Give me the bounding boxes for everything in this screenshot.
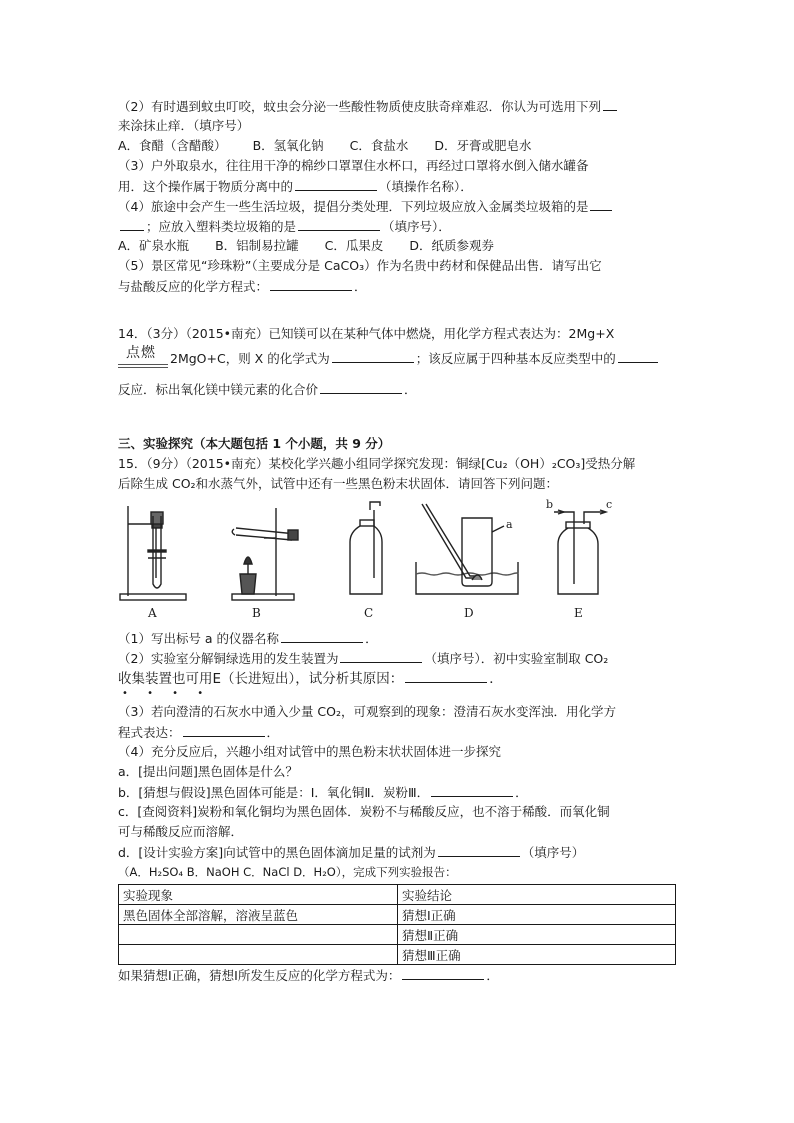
- apparatus-label-c: C: [364, 606, 374, 620]
- label-c: c: [606, 498, 613, 511]
- q13-p5-line2: 与盐酸反应的化学方程式： ．: [118, 276, 678, 296]
- apparatus-figure: [118, 498, 678, 626]
- answer-blank[interactable]: [340, 648, 422, 663]
- apparatus-label-e: E: [574, 606, 583, 620]
- answer-blank[interactable]: [183, 722, 265, 737]
- q13-p2-options: [118, 136, 678, 156]
- q15-p4-a: a．[提出问题]黑色固体是什么？: [118, 764, 298, 779]
- reaction-condition: 点燃: [126, 345, 156, 361]
- answer-blank[interactable]: [320, 379, 402, 394]
- emphasis-dots: • • • •: [122, 688, 212, 699]
- q15-p2-line2: 收集装置也可用E（长进短出），试分析其原因： ．: [118, 668, 678, 690]
- q13-p2-line2: 来涂抹止痒．（填序号）: [118, 118, 250, 133]
- table-cell-blank[interactable]: [119, 925, 398, 945]
- q15-p4-d-options: （A．H₂SO₄ B．NaOH C．NaCl D．H₂O），完成下列实验报告：: [118, 865, 457, 879]
- table-row: [119, 945, 676, 965]
- answer-blank[interactable]: [281, 628, 363, 643]
- q15-final: 如果猜想Ⅰ正确，猜想Ⅰ所发生反应的化学方程式为： ．: [118, 965, 678, 985]
- q15-p4-b: b．[猜想与假设]黑色固体可能是：Ⅰ．氧化铜Ⅱ．炭粉Ⅲ． ．: [118, 782, 678, 802]
- q15-p4-c2: 可与稀酸反应而溶解．: [118, 824, 244, 839]
- answer-blank[interactable]: [590, 196, 612, 211]
- apparatus-b-drawing: [226, 498, 302, 608]
- table-cell: 猜想Ⅱ正确: [398, 925, 676, 945]
- apparatus-e-drawing: [544, 498, 616, 608]
- q15-p4-title: （4）充分反应后，兴趣小组对试管中的黑色粉末状状固体进一步探究: [118, 744, 501, 759]
- answer-blank[interactable]: [431, 782, 513, 797]
- table-cell-blank[interactable]: [119, 945, 398, 965]
- table-cell: 黑色固体全部溶解，溶液呈蓝色: [119, 905, 398, 925]
- experiment-report-table: [118, 884, 676, 965]
- apparatus-a-drawing: [118, 498, 190, 608]
- label-a: a: [506, 518, 513, 531]
- q15-intro-line2: 后除生成 CO₂和水蒸气外，试管中还有一些黑色粉末状固体．请回答下列问题：: [118, 476, 559, 491]
- answer-blank[interactable]: [405, 668, 487, 683]
- table-header-row: [119, 885, 676, 905]
- q14-line3: 反应．标出氧化镁中镁元素的化合价 ．: [118, 374, 678, 406]
- answer-blank[interactable]: [295, 176, 377, 191]
- q13-p4-line1: （4）旅途中会产生一些生活垃圾，提倡分类处理．下列垃圾应放入金属类垃圾箱的是: [118, 196, 678, 216]
- table-row: [119, 905, 676, 925]
- q15-p4-c1: c．[查阅资料]炭粉和氧化铜均为黑色固体．炭粉不与稀酸反应，也不溶于稀酸．而氧化铜: [118, 804, 610, 819]
- apparatus-d-drawing: [412, 498, 528, 608]
- option: D．牙膏或肥皂水: [434, 138, 532, 153]
- apparatus-label-d: D: [464, 606, 474, 620]
- answer-blank[interactable]: [402, 965, 484, 980]
- answer-blank[interactable]: [618, 348, 658, 363]
- table-header: 实验结论: [398, 885, 676, 905]
- q13-p2-line1: （2）有时遇到蚊虫叮咬，蚊虫会分泌一些酸性物质使皮肤奇痒难忍．你认为可选用下列: [118, 96, 678, 116]
- section-title: 三、实验探究（本大题包括 1 个小题，共 9 分）: [118, 436, 391, 451]
- q15-p2-line1: （2）实验室分解铜绿选用的发生装置为 （填序号）．初中实验室制取 CO₂: [118, 648, 678, 668]
- q15-p4-d: d．[设计实验方案]向试管中的黑色固体滴加足量的试剂为 （填序号）: [118, 842, 678, 862]
- answer-blank[interactable]: [298, 216, 380, 231]
- table-row: [119, 925, 676, 945]
- q14-line2: 点燃 2MgO+C，则 X 的化学式为 ；该反应属于四种基本反应类型中的: [118, 344, 678, 374]
- q14-line1: 14．（3分）（2015•南充）已知镁可以在某种气体中燃烧，用化学方程式表达为：2Mg+X: [118, 326, 615, 341]
- q13-p3-line2: 用．这个操作属于物质分离中的 （填操作名称）．: [118, 176, 678, 196]
- apparatus-c-drawing: [346, 498, 386, 608]
- option: C．瓜果皮: [324, 238, 384, 253]
- q15-p1: （1）写出标号 a 的仪器名称 ．: [118, 628, 678, 648]
- answer-blank[interactable]: [270, 276, 352, 291]
- answer-blank[interactable]: [438, 842, 520, 857]
- apparatus-label-b: B: [252, 606, 261, 620]
- q13-p4-options: [118, 236, 678, 256]
- table-header: 实验现象: [119, 885, 398, 905]
- option: B．氢氧化钠: [252, 138, 324, 153]
- option: B．铝制易拉罐: [215, 238, 299, 253]
- option: D．纸质参观券: [409, 238, 495, 253]
- q13-p3-line1: （3）户外取泉水，往往用干净的棉纱口罩罩住水杯口，再经过口罩将水倒入储水罐备: [118, 158, 589, 173]
- answer-blank[interactable]: [603, 96, 617, 111]
- q13-p4-line2: ；应放入塑料类垃圾箱的是 （填序号）．: [118, 216, 678, 236]
- label-b: b: [546, 498, 554, 511]
- q15-intro-line1: 15．（9分）（2015•南充）某校化学兴趣小组同学探究发现：铜绿[Cu₂（OH）₂CO₃]受热分解: [118, 456, 636, 471]
- answer-blank[interactable]: [332, 348, 414, 363]
- q15-p3-line2: 程式表达： ．: [118, 722, 678, 742]
- option: A．矿泉水瓶: [118, 238, 190, 253]
- answer-blank[interactable]: [120, 216, 144, 231]
- exam-page: [118, 96, 678, 985]
- table-cell: 猜想Ⅲ正确: [398, 945, 676, 965]
- q15-p3-line1: （3）若向澄清的石灰水中通入少量 CO₂，可观察到的现象：澄清石灰水变浑浊．用化学方: [118, 704, 617, 719]
- apparatus-label-a: A: [148, 606, 157, 620]
- table-cell: 猜想Ⅰ正确: [398, 905, 676, 925]
- q13-p5-line1: （5）景区常见“珍珠粉”（主要成分是 CaCO₃）作为名贵中药材和保健品出售．请写出它: [118, 258, 602, 273]
- equals-bar: [118, 364, 168, 368]
- option: A．食醋（含醋酸）: [118, 138, 227, 153]
- option: C．食盐水: [349, 138, 409, 153]
